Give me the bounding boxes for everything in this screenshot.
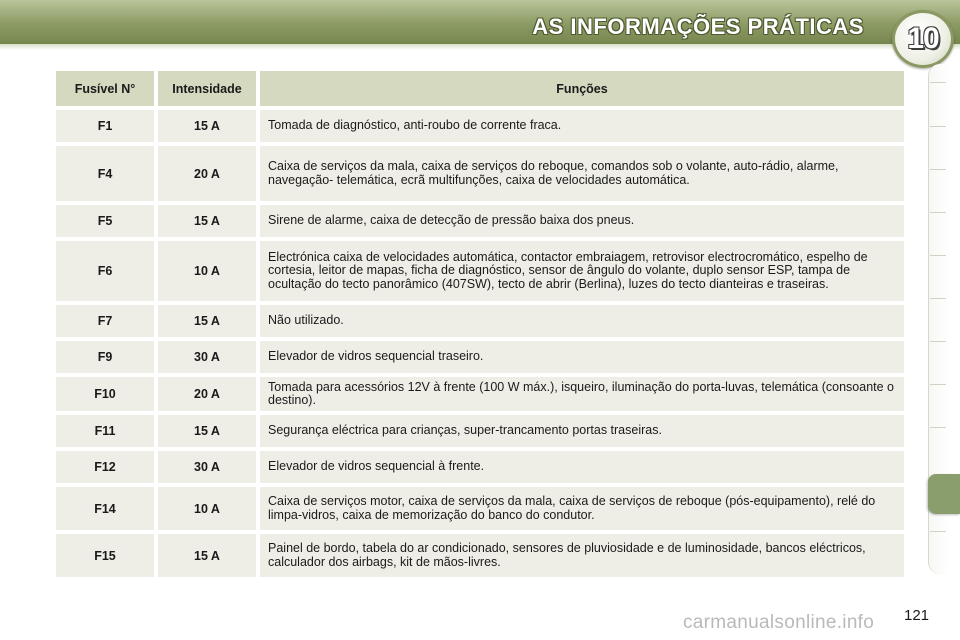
table-row bbox=[56, 377, 904, 411]
fuse-functions: Caixa de serviços motor, caixa de serviços da mala, caixa de serviços de reboque (pós-equipamento), relé do limpa-vidros, caixa de memorização do banco do condutor. bbox=[260, 487, 904, 530]
fuse-functions: Segurança eléctrica para crianças, super-trancamento portas traseiras. bbox=[260, 415, 904, 447]
column-header-amperage: Intensidade bbox=[158, 71, 260, 106]
active-chapter-tab[interactable] bbox=[928, 474, 960, 514]
fuse-number: F1 bbox=[56, 110, 158, 142]
fuse-number: F5 bbox=[56, 205, 158, 237]
table-row bbox=[56, 534, 904, 577]
fuse-number: F7 bbox=[56, 305, 158, 337]
fuse-amperage: 15 A bbox=[158, 415, 260, 447]
fuse-functions: Não utilizado. bbox=[260, 305, 904, 337]
fuse-number: F6 bbox=[56, 241, 158, 301]
page-number: 121 bbox=[904, 607, 930, 624]
fuse-table bbox=[56, 67, 904, 581]
fuse-number: F15 bbox=[56, 534, 158, 577]
table-row bbox=[56, 487, 904, 530]
fuse-amperage: 10 A bbox=[158, 487, 260, 530]
table-header-row bbox=[56, 71, 904, 106]
table-row bbox=[56, 341, 904, 373]
fuse-number: F11 bbox=[56, 415, 158, 447]
page-header bbox=[0, 0, 960, 55]
fuse-amperage: 15 A bbox=[158, 534, 260, 577]
table-row bbox=[56, 241, 904, 301]
fuse-number: F9 bbox=[56, 341, 158, 373]
fuse-amperage: 10 A bbox=[158, 241, 260, 301]
table-row bbox=[56, 110, 904, 142]
table-row bbox=[56, 415, 904, 447]
chapter-tab[interactable] bbox=[930, 531, 946, 532]
fuse-amperage: 30 A bbox=[158, 451, 260, 483]
fuse-number: F4 bbox=[56, 146, 158, 201]
chapter-tab[interactable] bbox=[930, 298, 946, 299]
column-header-functions: Funções bbox=[260, 71, 904, 106]
fuse-functions: Electrónica caixa de velocidades automática, contactor embraiagem, retrovisor electrocromático, espelho de cortesia, leitor de mapas, ficha de diagnóstico, sensor de ângulo do volante, duplo sensor ESP, tampa de ocultação do tecto panorâmico (407SW), tecto de abrir (Berlina), luzes do tecto dianteiras e traseiras. bbox=[260, 241, 904, 301]
chapter-tab[interactable] bbox=[930, 427, 946, 428]
chapter-tab[interactable] bbox=[930, 169, 946, 170]
fuse-functions: Caixa de serviços da mala, caixa de serviços do reboque, comandos sob o volante, auto-rádio, alarme, navegação- telemática, ecrã multifunções, caixa de velocidades automática. bbox=[260, 146, 904, 201]
chapter-badge bbox=[892, 10, 954, 68]
fuse-functions: Elevador de vidros sequencial à frente. bbox=[260, 451, 904, 483]
fuse-functions: Painel de bordo, tabela do ar condicionado, sensores de pluviosidade e de luminosidade, bancos eléctricos, calculador dos airbags, kit de mãos-livres. bbox=[260, 534, 904, 577]
fuse-functions: Sirene de alarme, caixa de detecção de pressão baixa dos pneus. bbox=[260, 205, 904, 237]
header-underline bbox=[0, 44, 960, 50]
chapter-tab[interactable] bbox=[930, 212, 946, 213]
fuse-functions: Elevador de vidros sequencial traseiro. bbox=[260, 341, 904, 373]
chapter-tab[interactable] bbox=[930, 126, 946, 127]
fuse-functions: Tomada de diagnóstico, anti-roubo de corrente fraca. bbox=[260, 110, 904, 142]
table-row bbox=[56, 205, 904, 237]
fuse-number: F12 bbox=[56, 451, 158, 483]
table-row bbox=[56, 451, 904, 483]
fuse-amperage: 20 A bbox=[158, 146, 260, 201]
fuse-number: F14 bbox=[56, 487, 158, 530]
fuse-amperage: 15 A bbox=[158, 305, 260, 337]
fuse-functions: Tomada para acessórios 12V à frente (100 W máx.), isqueiro, iluminação do porta-luvas, telemática (consoante o destino). bbox=[260, 377, 904, 411]
chapter-tab[interactable] bbox=[930, 341, 946, 342]
table-row bbox=[56, 305, 904, 337]
chapter-tab[interactable] bbox=[930, 384, 946, 385]
fuse-amperage: 30 A bbox=[158, 341, 260, 373]
chapter-tab[interactable] bbox=[930, 255, 946, 256]
table-row bbox=[56, 146, 904, 201]
column-header-fuse: Fusível N° bbox=[56, 71, 158, 106]
watermark: carmanualsonline.info bbox=[683, 612, 875, 633]
fuse-amperage: 15 A bbox=[158, 205, 260, 237]
fuse-amperage: 20 A bbox=[158, 377, 260, 411]
fuse-amperage: 15 A bbox=[158, 110, 260, 142]
chapter-number: 10 bbox=[907, 22, 939, 55]
fuse-number: F10 bbox=[56, 377, 158, 411]
chapter-tab[interactable] bbox=[930, 82, 946, 83]
page-title: AS INFORMAÇÕES PRÁTICAS bbox=[532, 14, 864, 39]
